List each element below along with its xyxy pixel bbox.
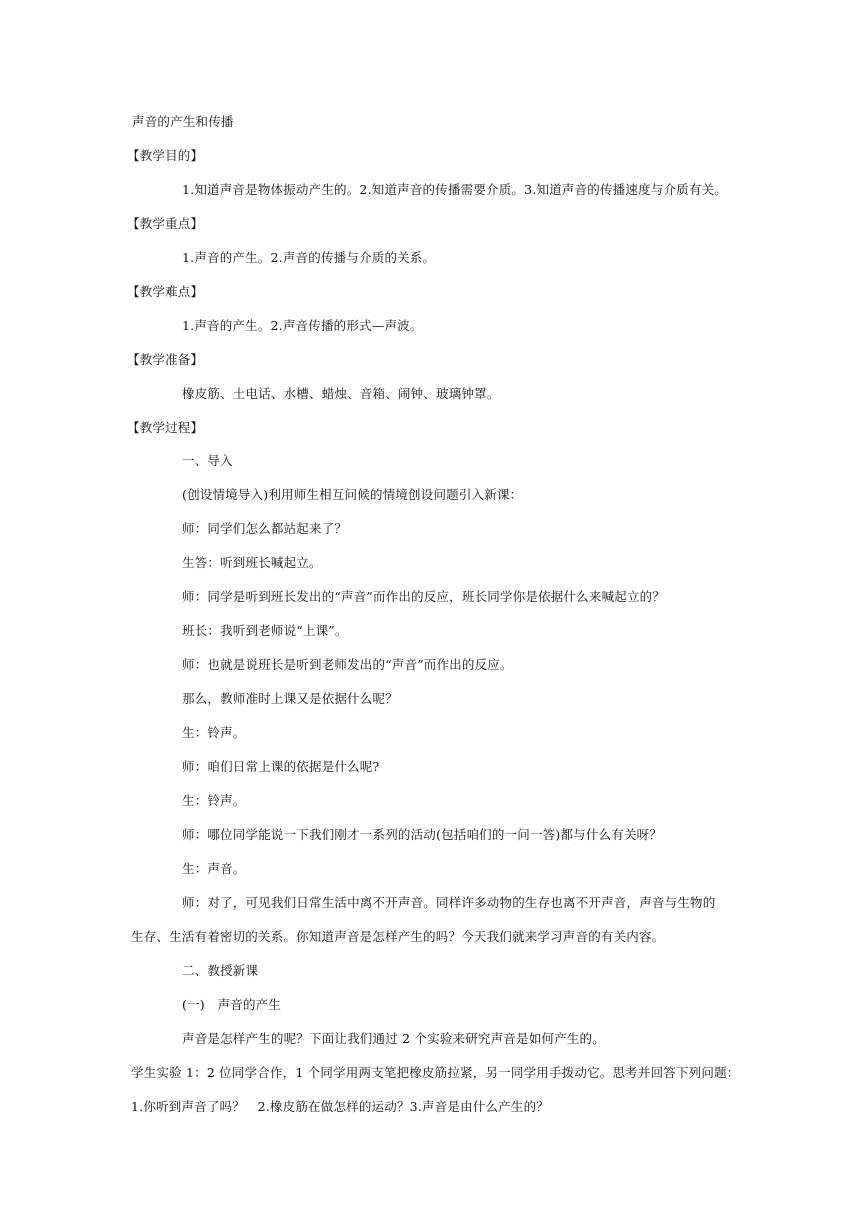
dialogue-line: 生：铃声。 xyxy=(182,725,246,740)
experiment-line2: 1.你听到声音了吗？ 2.橡皮筋在做怎样的运动？3.声音是由什么产生的？ xyxy=(131,1099,549,1114)
experiment-line1: 学生实验 1：2 位同学合作，1 个同学用两支笔把橡皮筋拉紧，另一同学用手拨动它。思考并回答下列问题： xyxy=(131,1065,740,1080)
prep-heading: 【教学准备】 xyxy=(127,352,204,367)
dialogue-line: 生答：听到班长喊起立。 xyxy=(182,555,322,570)
dialogue-line: 生：铃声。 xyxy=(182,793,246,808)
goal-heading: 【教学目的】 xyxy=(127,148,204,163)
subsection-intro: 声音是怎样产生的呢？下面让我们通过 2 个实验来研究声音是如何产生的。 xyxy=(182,1031,605,1046)
dialogue-line: 那么，教师准时上课又是依据什么呢？ xyxy=(182,691,398,706)
difficulty-heading: 【教学难点】 xyxy=(127,284,204,299)
dialogue-line: 班长：我听到老师说“上课”。 xyxy=(182,623,348,638)
part2-title: 二、教授新课 xyxy=(182,963,259,978)
key-text: 1.声音的产生。2.声音的传播与介质的关系。 xyxy=(182,250,436,265)
difficulty-text: 1.声音的产生。2.声音传播的形式—声波。 xyxy=(182,318,423,333)
process-heading: 【教学过程】 xyxy=(127,420,204,435)
closing-paragraph-line2: 生存、生活有着密切的关系。你知道声音是怎样产生的吗？今天我们就来学习声音的有关内容。 xyxy=(131,929,665,944)
document-title: 声音的产生和传播 xyxy=(132,114,234,129)
closing-paragraph-line1: 师：对了，可见我们日常生活中离不开声音。同样许多动物的生存也离不开声音，声音与生物的 xyxy=(182,895,716,910)
part1-title: 一、导入 xyxy=(182,453,233,468)
dialogue-line: 师：哪位同学能说一下我们刚才一系列的活动(包括咱们的一问一答)都与什么有关呀？ xyxy=(182,827,663,842)
intro-paragraph: (创设情境导入)利用师生相互问候的情境创设问题引入新课： xyxy=(182,487,523,502)
dialogue-line: 师：咱们日常上课的依据是什么呢? xyxy=(182,759,380,774)
dialogue-line: 师：也就是说班长是听到老师发出的“声音”而作出的反应。 xyxy=(182,657,513,672)
dialogue-line: 生：声音。 xyxy=(182,861,246,876)
subsection-title: (一) 声音的产生 xyxy=(182,997,282,1012)
goal-text: 1.知道声音是物体振动产生的。2.知道声音的传播需要介质。3.知道声音的传播速度与介质有关。 xyxy=(182,182,727,197)
key-heading: 【教学重点】 xyxy=(127,216,204,231)
prep-text: 橡皮筋、土电话、水槽、蜡烛、音箱、闹钟、玻璃钟罩。 xyxy=(182,386,500,401)
dialogue-line: 师：同学是听到班长发出的“声音”而作出的反应，班长同学你是依据什么来喊起立的？ xyxy=(182,589,666,604)
dialogue-line: 师：同学们怎么都站起来了？ xyxy=(182,521,348,536)
